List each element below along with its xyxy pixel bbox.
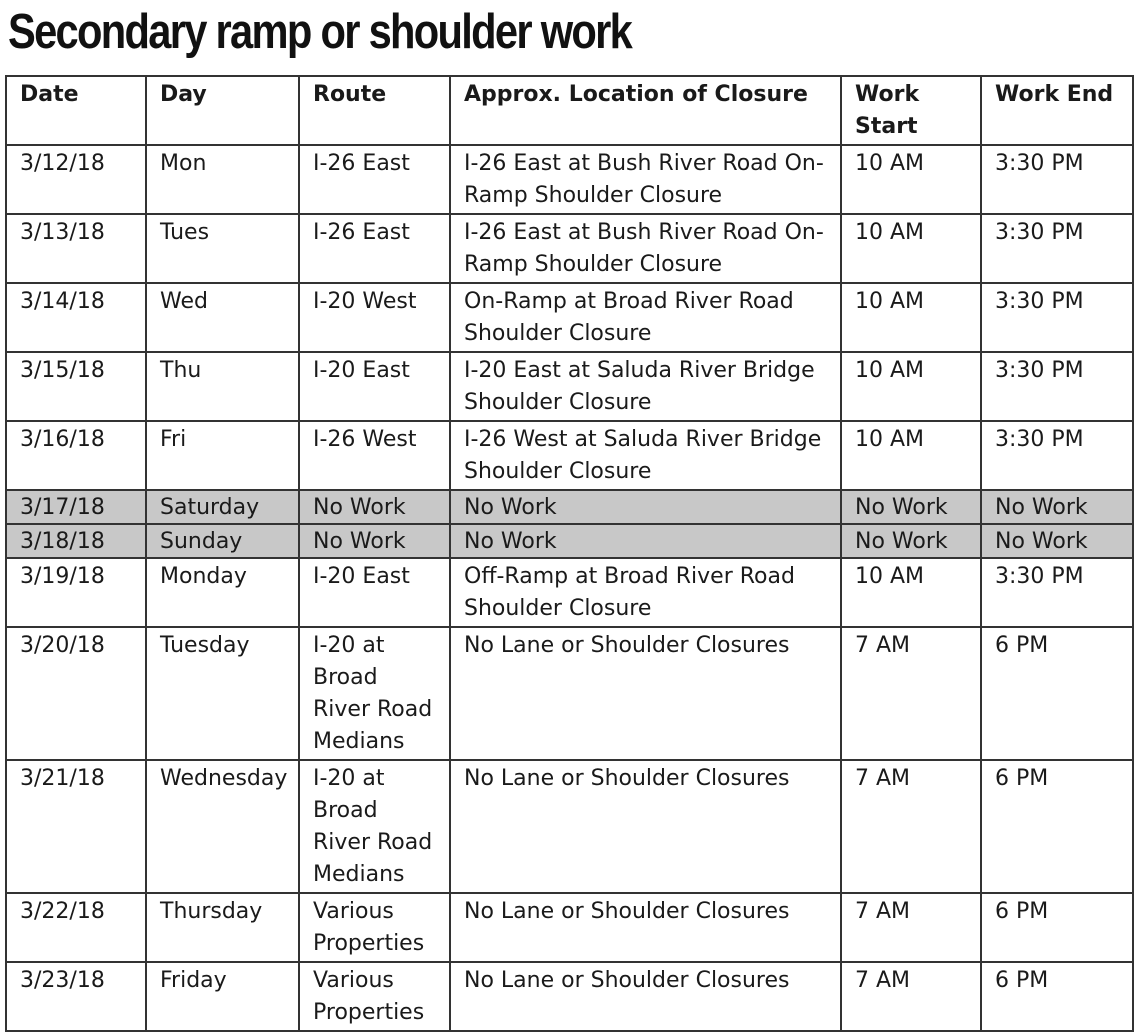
cell-day: Monday	[146, 558, 299, 627]
table-row	[6, 145, 1133, 214]
cell-location: I-26 West at Saluda River Bridge Shoulder Closure	[450, 421, 841, 490]
table-row	[6, 352, 1133, 421]
cell-day: Thu	[146, 352, 299, 421]
cell-date: 3/13/18	[6, 214, 146, 283]
cell-day: Mon	[146, 145, 299, 214]
cell-work-end: 3:30 PM	[981, 558, 1133, 627]
table-header-row	[6, 76, 1133, 145]
header-work-end: Work End	[981, 76, 1133, 145]
cell-work-start: 7 AM	[841, 627, 981, 760]
cell-location: No Work	[450, 524, 841, 558]
table-row	[6, 558, 1133, 627]
cell-location: No Lane or Shoulder Closures	[450, 627, 841, 760]
cell-day: Fri	[146, 421, 299, 490]
cell-work-start: 10 AM	[841, 352, 981, 421]
cell-route: I-26 East	[299, 145, 450, 214]
cell-work-start: 7 AM	[841, 760, 981, 893]
cell-day: Wed	[146, 283, 299, 352]
cell-day: Friday	[146, 962, 299, 1031]
table-row	[6, 893, 1133, 962]
cell-location: I-26 East at Bush River Road On-Ramp Shoulder Closure	[450, 214, 841, 283]
cell-work-end: No Work	[981, 524, 1133, 558]
header-date: Date	[6, 76, 146, 145]
table-row	[6, 283, 1133, 352]
cell-day: Wednesday	[146, 760, 299, 893]
cell-date: 3/17/18	[6, 490, 146, 524]
cell-date: 3/12/18	[6, 145, 146, 214]
cell-route: I-20 at Broad River Road Medians	[299, 760, 450, 893]
cell-route: I-20 East	[299, 558, 450, 627]
cell-work-end: 6 PM	[981, 962, 1133, 1031]
table-row	[6, 760, 1133, 893]
table-row	[6, 962, 1133, 1031]
cell-work-start: 10 AM	[841, 283, 981, 352]
page-title: Secondary ramp or shoulder work	[8, 5, 632, 59]
cell-work-start: 10 AM	[841, 421, 981, 490]
cell-work-start: No Work	[841, 490, 981, 524]
table-row-no-work	[6, 490, 1133, 524]
table-row-no-work	[6, 524, 1133, 558]
cell-date: 3/23/18	[6, 962, 146, 1031]
header-location: Approx. Location of Closure	[450, 76, 841, 145]
cell-location: I-20 East at Saluda River Bridge Shoulder Closure	[450, 352, 841, 421]
cell-route: I-20 at Broad River Road Medians	[299, 627, 450, 760]
cell-work-end: 3:30 PM	[981, 421, 1133, 490]
cell-work-end: 3:30 PM	[981, 145, 1133, 214]
cell-location: No Lane or Shoulder Closures	[450, 760, 841, 893]
cell-day: Thursday	[146, 893, 299, 962]
cell-day: Sunday	[146, 524, 299, 558]
cell-day: Tues	[146, 214, 299, 283]
cell-day: Saturday	[146, 490, 299, 524]
cell-work-end: 3:30 PM	[981, 283, 1133, 352]
cell-route: I-26 West	[299, 421, 450, 490]
cell-route: I-20 East	[299, 352, 450, 421]
cell-work-start: No Work	[841, 524, 981, 558]
cell-location: Off-Ramp at Broad River Road Shoulder Closure	[450, 558, 841, 627]
header-route: Route	[299, 76, 450, 145]
cell-location: I-26 East at Bush River Road On-Ramp Shoulder Closure	[450, 145, 841, 214]
cell-work-end: 3:30 PM	[981, 352, 1133, 421]
cell-work-start: 10 AM	[841, 214, 981, 283]
cell-route: No Work	[299, 490, 450, 524]
cell-date: 3/22/18	[6, 893, 146, 962]
cell-route: Various Properties	[299, 893, 450, 962]
cell-date: 3/21/18	[6, 760, 146, 893]
cell-date: 3/20/18	[6, 627, 146, 760]
header-work-start: Work Start	[841, 76, 981, 145]
cell-route: I-26 East	[299, 214, 450, 283]
table-row	[6, 421, 1133, 490]
cell-date: 3/19/18	[6, 558, 146, 627]
cell-work-end: 6 PM	[981, 627, 1133, 760]
cell-location: No Lane or Shoulder Closures	[450, 893, 841, 962]
cell-route: I-20 West	[299, 283, 450, 352]
cell-work-end: 6 PM	[981, 760, 1133, 893]
cell-work-end: No Work	[981, 490, 1133, 524]
cell-work-start: 7 AM	[841, 962, 981, 1031]
cell-location: On-Ramp at Broad River Road Shoulder Closure	[450, 283, 841, 352]
cell-date: 3/18/18	[6, 524, 146, 558]
cell-location: No Lane or Shoulder Closures	[450, 962, 841, 1031]
cell-work-start: 10 AM	[841, 145, 981, 214]
cell-date: 3/14/18	[6, 283, 146, 352]
cell-date: 3/16/18	[6, 421, 146, 490]
cell-location: No Work	[450, 490, 841, 524]
cell-work-start: 10 AM	[841, 558, 981, 627]
cell-work-start: 7 AM	[841, 893, 981, 962]
cell-route: No Work	[299, 524, 450, 558]
cell-work-end: 3:30 PM	[981, 214, 1133, 283]
table-row	[6, 627, 1133, 760]
cell-work-end: 6 PM	[981, 893, 1133, 962]
cell-date: 3/15/18	[6, 352, 146, 421]
cell-route: Various Properties	[299, 962, 450, 1031]
closure-schedule-table	[5, 75, 1134, 1032]
cell-day: Tuesday	[146, 627, 299, 760]
table-row	[6, 214, 1133, 283]
header-day: Day	[146, 76, 299, 145]
